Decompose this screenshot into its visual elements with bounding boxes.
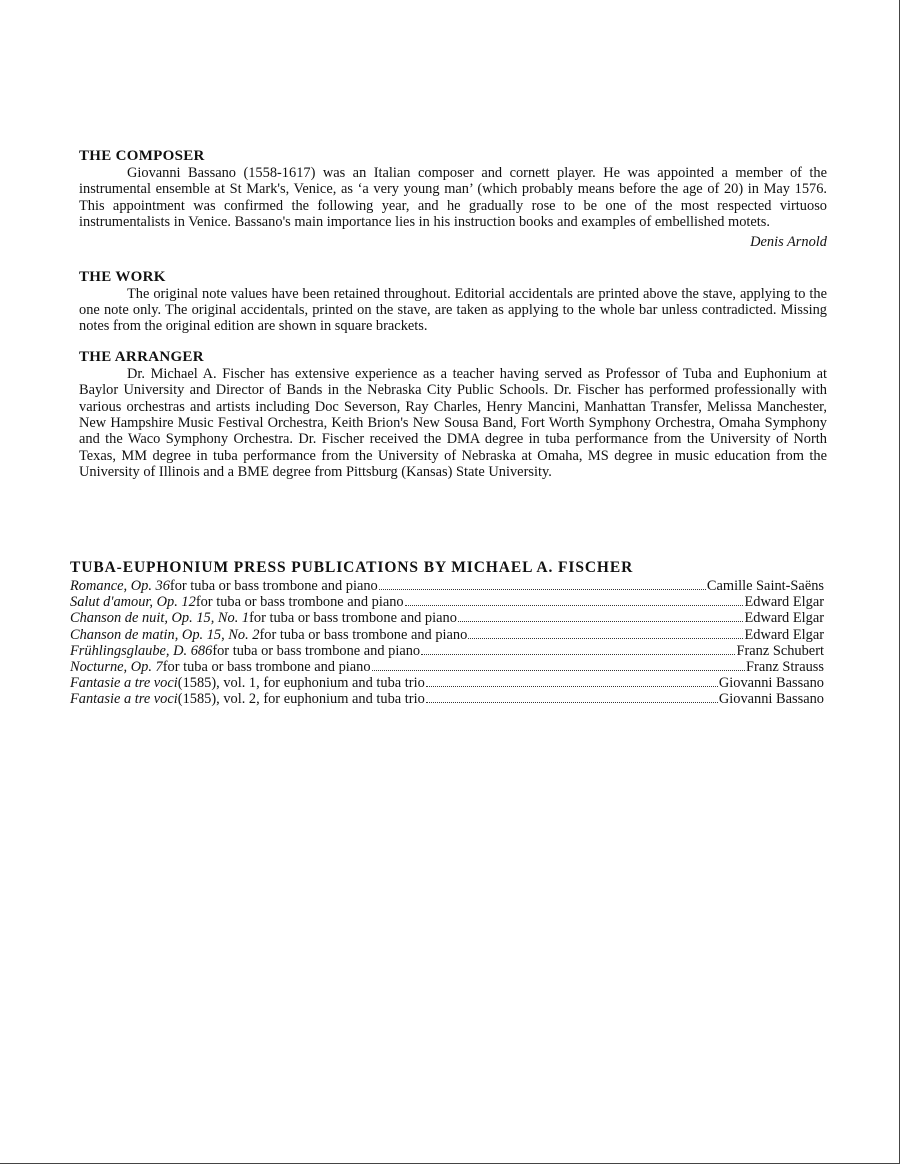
publication-description: for tuba or bass trombone and piano [162,659,371,676]
dot-leader [426,692,718,703]
section-composer [79,148,827,251]
publication-composer: Edward Elgar [744,594,824,611]
publication-row [70,610,824,626]
section-work [79,269,827,335]
dot-leader [426,676,718,687]
publication-title: Fantasie a tre voci [70,675,178,692]
publication-row [70,578,824,594]
section-arranger [79,349,827,481]
publication-composer: Giovanni Bassano [718,691,824,708]
publication-composer: Edward Elgar [744,610,824,627]
dot-leader [372,660,745,671]
publication-description: for tuba or bass trombone and piano [195,594,404,611]
publication-rows [70,578,824,708]
publication-description: for tuba or bass trombone and piano [169,578,378,594]
publication-title: Chanson de nuit, Op. 15, No. 1 [70,610,250,627]
composer-heading: THE COMPOSER [79,148,205,164]
publications-heading: TUBA-EUPHONIUM PRESS PUBLICATIONS BY MICHAEL A. FISCHER [70,559,634,576]
publication-description: (1585), vol. 1, for euphonium and tuba trio [177,675,425,692]
dot-leader [458,611,744,622]
publication-composer: Franz Schubert [736,642,824,659]
publication-title: Romance, Op. 36 [70,578,170,594]
publication-composer: Franz Strauss [746,659,824,676]
publication-composer: Giovanni Bassano [718,675,824,692]
publication-title: Salut d'amour, Op. 12 [70,594,196,611]
composer-attribution: Denis Arnold [750,233,827,250]
arranger-heading: THE ARRANGER [79,348,204,365]
composer-body: Giovanni Bassano (1558-1617) was an Italian composer and cornett player. He was appointed a member of the instrumental ensemble at St Mark's, Venice, as ‘a very young man’ (which probably means before the age of 20) in May 1576. This appointment was confirmed the following year, and he gradually rose to be one of the most respected virtuoso instrumentalists in Venice. Bassano's main importance lies in his instruction books and examples of embellished motets. [79,165,827,231]
publication-description: for tuba or bass trombone and piano [212,642,421,659]
publication-composer: Camille Saint-Saëns [706,578,824,594]
dot-leader [468,628,743,639]
publication-description: for tuba or bass trombone and piano [259,626,468,643]
publication-row [70,627,824,643]
dot-leader [379,579,706,590]
publication-description: (1585), vol. 2, for euphonium and tuba trio [177,691,425,708]
publication-composer: Edward Elgar [744,626,824,643]
publication-title: Nocturne, Op. 7 [70,659,163,676]
publication-title: Fantasie a tre voci [70,691,178,708]
publication-row [70,659,824,675]
publication-title: Frühlingsglaube, D. 686 [70,642,213,659]
publication-row [70,643,824,659]
publication-title: Chanson de matin, Op. 15, No. 2 [70,626,260,643]
dot-leader [405,595,744,606]
dot-leader [421,644,735,655]
work-body: The original note values have been retained throughout. Editorial accidentals are printed above the stave, applying to the one note only. The original accidentals, printed on the stave, are taken as applying to the whole bar unless contradicted. Missing notes from the original edition are shown in square brackets. [79,285,827,335]
publication-row [70,691,824,707]
publication-row [70,675,824,691]
arranger-body: Dr. Michael A. Fischer has extensive experience as a teacher having served as Professor of Tuba and Euphonium at Baylor University and Director of Bands in the Nebraska City Public Schools. Dr. Fischer has performed professionally with various orchestras and artists including Doc Severson, Ray Charles, Henry Mancini, Manhattan Transfer, Melissa Manchester, New Hampshire Music Festival Orchestra, Keith Brion's New Sousa Band, Fort Worth Symphony Orchestra, Omaha Symphony and the Waco Symphony Orchestra. Dr. Fischer received the DMA degree in tuba performance from the University of North Texas, MM degree in tuba performance from the University of Nebraska at Omaha, MS degree in music education from the University of Illinois and a BME degree from Pittsburg (Kansas) State University. [79,365,827,481]
publication-description: for tuba or bass trombone and piano [249,610,457,627]
document-body [79,148,827,493]
publication-row [70,594,824,610]
work-heading: THE WORK [79,268,166,285]
publications-list [70,559,824,708]
